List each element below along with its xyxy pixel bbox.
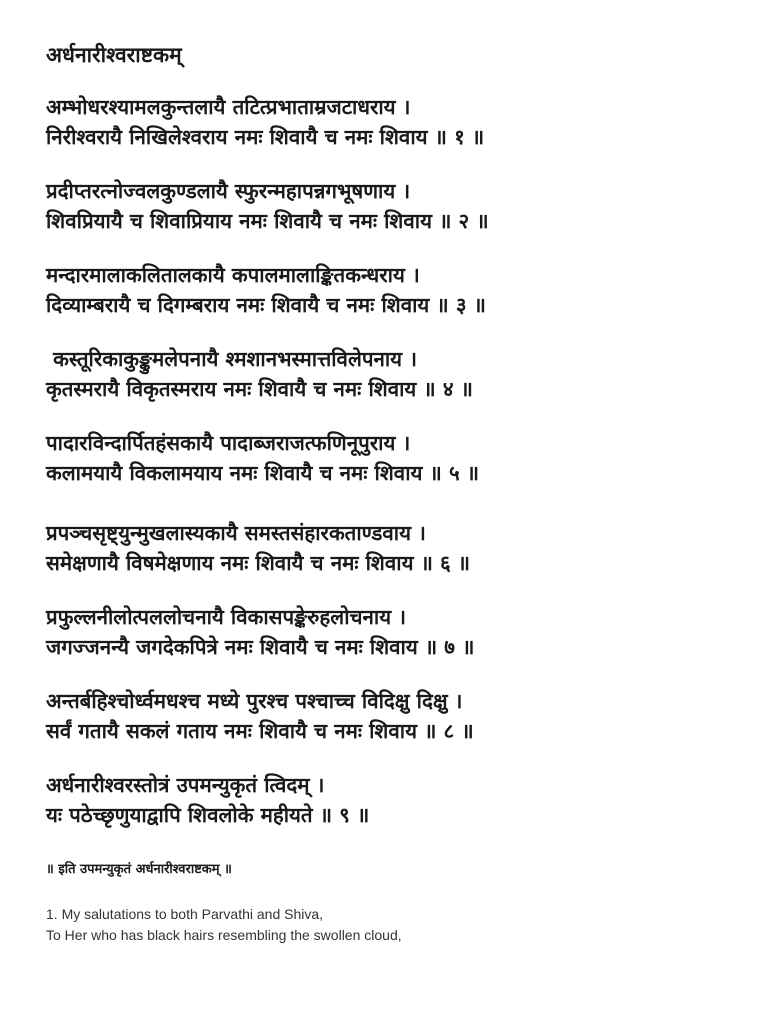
verse-line: शिवप्रियायै च शिवाप्रियाय नमः शिवायै च नमः शिवाय ॥ २ ॥ bbox=[46, 209, 489, 233]
verse-2 bbox=[46, 176, 746, 236]
verse-line: जगज्जनन्यै जगदेकपित्रे नमः शिवायै च नमः शिवाय ॥ ७ ॥ bbox=[46, 635, 475, 659]
verse-line: पादारविन्दार्पितहंसकायै पादाब्जराजत्फणिनूपुराय । bbox=[46, 431, 411, 455]
translation-line: 1. My salutations to both Parvathi and Shiva, bbox=[46, 906, 324, 922]
verse-line: मन्दारमालाकलितालकायै कपालमालाङ्कितकन्धराय । bbox=[46, 263, 420, 287]
verse-line: अन्तर्बहिश्चोर्ध्वमधश्च मध्ये पुरश्च पश्चाच्च विदिक्षु दिक्षु । bbox=[46, 689, 463, 713]
verse-6 bbox=[46, 518, 746, 578]
verse-line: कलामयायै विकलामयाय नमः शिवायै च नमः शिवाय ॥ ५ ॥ bbox=[46, 461, 480, 485]
document-page bbox=[46, 40, 746, 946]
verse-line: प्रपञ्चसृष्ट्युन्मुखलास्यकायै समस्तसंहारकताण्डवाय । bbox=[46, 521, 426, 545]
verse-line: दिव्याम्बरायै च दिगम्बराय नमः शिवायै च नमः शिवाय ॥ ३ ॥ bbox=[46, 293, 486, 317]
verse-1 bbox=[46, 92, 746, 152]
verse-line: अम्भोधरश्यामलकुन्तलायै तटित्प्रभाताम्रजटाधराय । bbox=[46, 95, 411, 119]
colophon: ॥ इति उपमन्युकृतं अर्धनारीश्वराष्टकम् ॥ bbox=[46, 862, 232, 877]
verse-line: समेक्षणायै विषमेक्षणाय नमः शिवायै च नमः शिवाय ॥ ६ ॥ bbox=[46, 551, 471, 575]
verse-line: प्रदीप्तरत्नोज्वलकुण्डलायै स्फुरन्महापन्नगभूषणाय । bbox=[46, 179, 411, 203]
verse-line: निरीश्वरायै निखिलेश्वराय नमः शिवायै च नमः शिवाय ॥ १ ॥ bbox=[46, 125, 485, 149]
verse-line: यः पठेच्छृणुयाद्वापि शिवलोके महीयते ॥ ९ ॥ bbox=[46, 803, 370, 827]
verse-line: अर्धनारीश्वरस्तोत्रं उपमन्युकृतं त्विदम् । bbox=[46, 773, 325, 797]
verse-4 bbox=[46, 344, 746, 404]
verse-3 bbox=[46, 260, 746, 320]
verse-9 bbox=[46, 770, 746, 830]
document-title: अर्धनारीश्वराष्टकम् bbox=[46, 43, 182, 67]
verse-7 bbox=[46, 602, 746, 662]
verse-line: कस्तूरिकाकुङ्कुमलेपनायै श्मशानभस्मात्तविलेपनाय । bbox=[46, 347, 417, 371]
verse-line: कृतस्मरायै विकृतस्मराय नमः शिवायै च नमः शिवाय ॥ ४ ॥ bbox=[46, 377, 473, 401]
verse-line: प्रफुल्लनीलोत्पललोचनायै विकासपङ्केरुहलोचनाय । bbox=[46, 605, 407, 629]
verse-5 bbox=[46, 428, 746, 488]
translation-line: To Her who has black hairs resembling the swollen cloud, bbox=[46, 927, 402, 943]
translation bbox=[46, 904, 746, 946]
verse-8 bbox=[46, 686, 746, 746]
verse-line: सर्वं गतायै सकलं गताय नमः शिवायै च नमः शिवाय ॥ ८ ॥ bbox=[46, 719, 474, 743]
